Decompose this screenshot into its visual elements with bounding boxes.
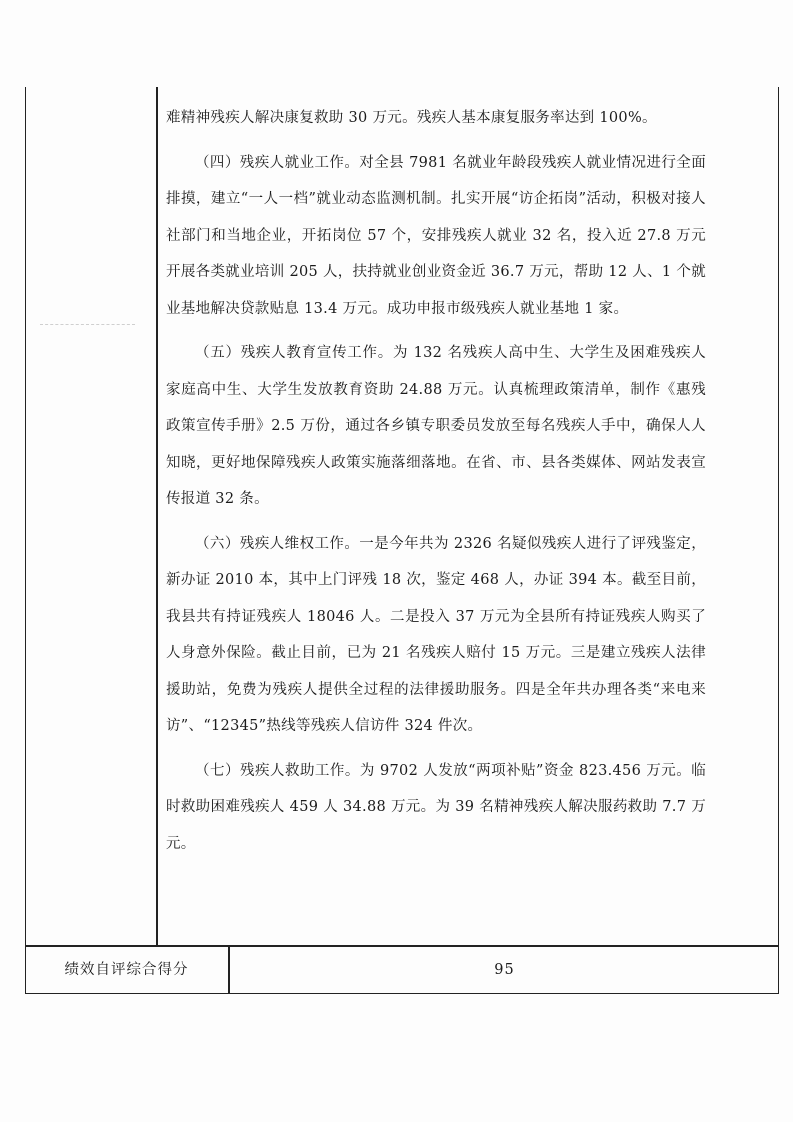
paragraph-education-publicity: （五）残疾人教育宣传工作。为 132 名残疾人高中生、大学生及困难残疾人家庭高中生、大学生发放教育资助 24.88 万元。认真梳理政策清单，制作《惠残政策宣传手册》2.5 万份，通过各乡镇专职委员发放至每名残疾人手中，确保人人知晓，更好地保障残疾人政策实施落细落地。在省、市、县各类媒体、网站发表宣传报道 32 条。 — [166, 345, 706, 507]
score-label: 绩效自评综合得分 — [64, 962, 189, 978]
scan-artifact-line — [40, 324, 135, 325]
left-column-border — [156, 87, 158, 945]
paragraph-rehab-continued: 难精神残疾人解决康复救助 30 万元。残疾人基本康复服务率达到 100%。 — [166, 110, 657, 126]
paragraph-employment: （四）残疾人就业工作。对全县 7981 名就业年龄段残疾人就业情况进行全面排摸，建立“一人一档”就业动态监测机制。扎实开展“访企拓岗”活动，积极对接人社部门和当地企业，开拓岗位 57 个，安排残疾人就业 32 名，投入近 27.8 万元开展各类就业培训 205 人，扶持就业创业资金近 36.7 万元，帮助 12 人、1 个就业基地解决贷款贴息 13.4 万元。成功申报市级残疾人就业基地 1 家。 — [166, 154, 706, 317]
paragraph-rights-protection: （六）残疾人维权工作。一是今年共为 2326 名疑似残疾人进行了评残鉴定，新办证 2010 本，其中上门评残 18 次，鉴定 468 人，办证 394 本。截至目前，我县共有持证残疾人 18046 人。二是投入 37 万元为全县所有持证残疾人购买了人身意外保险。截止目前，已为 21 名残疾人赔付 15 万元。三是建立残疾人法律援助站，免费为残疾人提供全过程的法律援助服务。四是全年共办理各类“来电来访”、“12345”热线等残疾人信访件 324 件次。 — [166, 535, 706, 734]
paragraph-assistance: （七）残疾人救助工作。为 9702 人发放“两项补贴”资金 823.456 万元。临时救助困难残疾人 459 人 34.88 万元。为 39 名精神残疾人解决服药救助 7.7 万元。 — [166, 762, 706, 852]
score-value: 95 — [494, 962, 515, 978]
content-cell — [166, 100, 706, 862]
